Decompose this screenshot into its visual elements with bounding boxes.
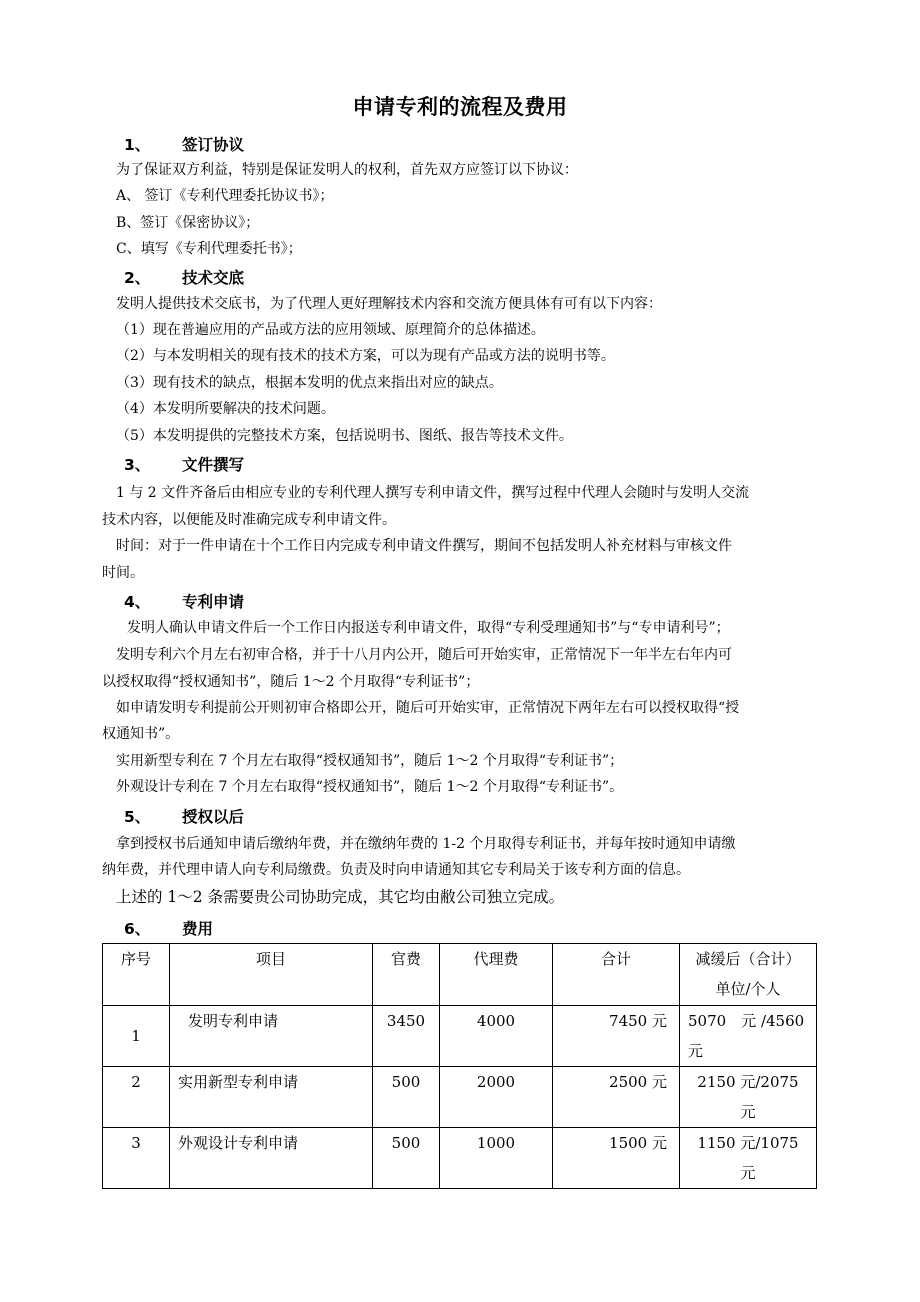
row-reduced-line-1: 2150 元/2075 xyxy=(697,1073,799,1091)
row-no: 1 xyxy=(103,1006,170,1067)
section-title: 签订协议 xyxy=(182,136,245,154)
row-total: 7450 元 xyxy=(553,1006,680,1067)
s2-intro: 发明人提供技术交底书，为了代理人更好理解技术内容和交流方便具体有可有以下内容： xyxy=(116,296,662,312)
section-number: 3、 xyxy=(124,456,151,474)
s5-line-1: 拿到授权书后通知申请后缴纳年费，并在缴纳年费的 1-2 个月取得专利证书，并每年按时通知申请缴 xyxy=(116,836,736,852)
row-no: 2 xyxy=(103,1067,170,1128)
section-title: 授权以后 xyxy=(182,808,245,826)
s2-item-4: （4）本发明所要解决的技术问题。 xyxy=(116,401,335,417)
row-agent-fee: 1000 xyxy=(440,1128,553,1189)
row-reduced-line-2: 元 xyxy=(688,1042,704,1060)
header-total: 合计 xyxy=(553,944,680,1006)
s4-line-4: 如申请发明专利提前公开则初审合格即公开，随后可开始实审，正常情况下两年左右可以授权取得“授 xyxy=(116,700,740,716)
section-heading-6 xyxy=(124,917,213,939)
section-number: 2、 xyxy=(124,269,151,287)
table-row xyxy=(103,1067,817,1128)
row-reduced-line-2: 元 xyxy=(740,1164,756,1182)
row-reduced-line-2: 元 xyxy=(740,1103,756,1121)
section-number: 1、 xyxy=(124,136,151,154)
s2-item-5: （5）本发明提供的完整技术方案，包括说明书、图纸、报告等技术文件。 xyxy=(116,428,573,444)
page-title: 申请专利的流程及费用 xyxy=(352,95,568,119)
s1-item-a: A、 签订《专利代理委托协议书》； xyxy=(116,188,334,204)
s4-line-1: 发明人确认申请文件后一个工作日内报送专利申请文件，取得“专利受理通知书”与“专申请利号”； xyxy=(127,620,730,636)
s2-item-3: （3）现有技术的缺点，根据本发明的优点来指出对应的缺点。 xyxy=(116,375,503,391)
s1-item-b: B、签订《保密协议》； xyxy=(116,215,260,231)
s3-para-2-line-1: 时间：对于一件申请在十个工作日内完成专利申请文件撰写，期间不包括发明人补充材料与审核文件 xyxy=(116,538,732,554)
header-agent-fee: 代理费 xyxy=(440,944,553,1006)
s5-line-2: 纳年费，并代理申请人向专利局缴费。负责及时向申请通知其它专利局关于该专利方面的信息。 xyxy=(102,862,690,878)
row-official-fee: 500 xyxy=(373,1128,440,1189)
section-title: 专利申请 xyxy=(182,593,245,611)
header-reduced-line-2: 单位/个人 xyxy=(715,980,781,998)
section-heading-2 xyxy=(124,266,244,288)
section-heading-1 xyxy=(124,133,244,155)
header-reduced xyxy=(680,944,817,1006)
row-reduced-line-1: 5070 元 /4560 xyxy=(688,1012,805,1030)
header-official-fee: 官费 xyxy=(373,944,440,1006)
s4-line-6: 实用新型专利在 7 个月左右取得“授权通知书”，随后 1～2 个月取得“专利证书”； xyxy=(116,753,624,769)
s1-intro: 为了保证双方利益，特别是保证发明人的权利，首先双方应签订以下协议： xyxy=(116,162,578,178)
section-heading-4 xyxy=(124,590,244,612)
section-title: 文件撰写 xyxy=(182,456,245,474)
row-official-fee: 3450 xyxy=(373,1006,440,1067)
row-official-fee: 500 xyxy=(373,1067,440,1128)
fee-table xyxy=(102,943,817,1189)
section-heading-3 xyxy=(124,453,244,475)
section-number: 4、 xyxy=(124,593,151,611)
row-agent-fee: 2000 xyxy=(440,1067,553,1128)
section-number: 6、 xyxy=(124,920,151,938)
table-header-row xyxy=(103,944,817,1006)
s2-item-2: （2）与本发明相关的现有技术的技术方案，可以为现有产品或方法的说明书等。 xyxy=(116,348,615,364)
section-heading-5 xyxy=(124,805,244,827)
s3-para-2-line-2: 时间。 xyxy=(102,565,144,581)
s4-line-2: 发明专利六个月左右初审合格，并于十八月内公开，随后可开始实审，正常情况下一年半左右年内可 xyxy=(116,647,732,663)
s1-item-c: C、填写《专利代理委托书》； xyxy=(116,241,302,257)
s3-para-1-line-2: 技术内容，以便能及时准确完成专利申请文件。 xyxy=(102,512,396,528)
table-row xyxy=(103,1006,817,1067)
header-item: 项目 xyxy=(170,944,373,1006)
row-reduced-line-1: 1150 元/1075 xyxy=(697,1134,799,1152)
row-agent-fee: 4000 xyxy=(440,1006,553,1067)
header-no: 序号 xyxy=(103,944,170,1006)
row-item: 外观设计专利申请 xyxy=(170,1128,373,1189)
row-no: 3 xyxy=(103,1128,170,1189)
s4-line-5: 权通知书”。 xyxy=(102,726,180,742)
row-item: 实用新型专利申请 xyxy=(170,1067,373,1128)
row-total: 1500 元 xyxy=(553,1128,680,1189)
row-reduced xyxy=(680,1067,817,1128)
section-title: 费用 xyxy=(182,920,214,938)
section-number: 5、 xyxy=(124,808,151,826)
s4-line-7: 外观设计专利在 7 个月左右取得“授权通知书”，随后 1～2 个月取得“专利证书”。 xyxy=(116,779,624,795)
s3-para-1-line-1: 1 与 2 文件齐备后由相应专业的专利代理人撰写专利申请文件，撰写过程中代理人会随时与发明人交流 xyxy=(116,485,750,501)
header-reduced-line-1: 减缓后（合计） xyxy=(695,950,801,968)
section-title: 技术交底 xyxy=(182,269,245,287)
s4-line-3: 以授权取得“授权通知书”，随后 1～2 个月取得“专利证书”； xyxy=(102,674,480,690)
row-total: 2500 元 xyxy=(553,1067,680,1128)
row-reduced xyxy=(680,1006,817,1067)
row-item: 发明专利申请 xyxy=(170,1006,373,1067)
s2-item-1: （1）现在普遍应用的产品或方法的应用领域、原理简介的总体描述。 xyxy=(116,322,545,338)
table-row xyxy=(103,1128,817,1189)
s5-note: 上述的 1～2 条需要贵公司协助完成，其它均由敝公司独立完成。 xyxy=(116,888,565,906)
row-reduced xyxy=(680,1128,817,1189)
